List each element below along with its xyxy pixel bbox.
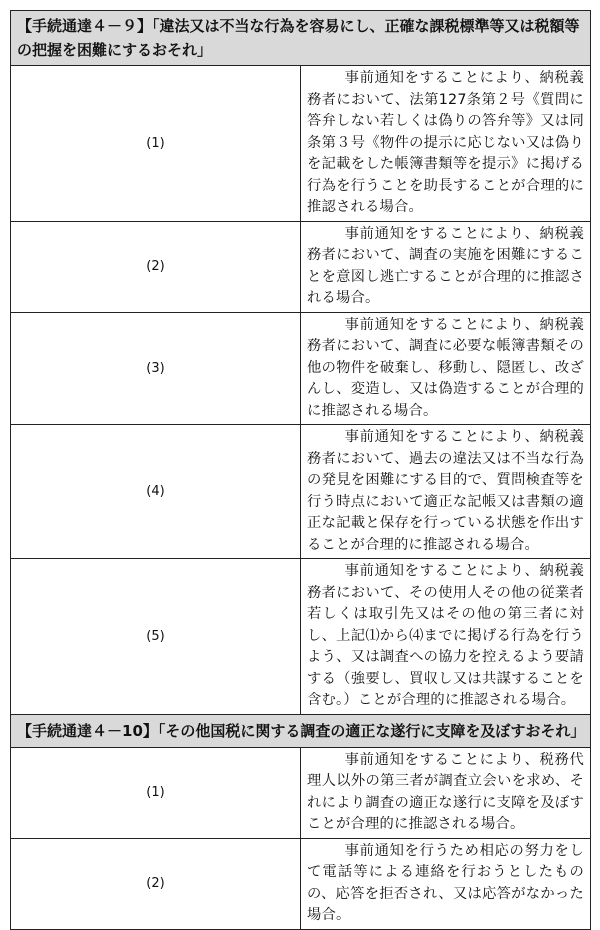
item-number: (4) bbox=[11, 425, 301, 559]
table-row bbox=[11, 221, 591, 312]
table-row bbox=[11, 66, 591, 222]
table-row bbox=[11, 838, 591, 929]
item-number: (5) bbox=[11, 559, 301, 715]
item-text bbox=[301, 221, 591, 312]
item-text-content: 事前通知をすることにより、納税義務者において、調査に必要な帳簿書類その他の物件を破棄し、移動し、隠匿し、改ざんし、変造し、又は偽造することが合理的に推認される場合。 bbox=[307, 316, 584, 419]
item-number: (3) bbox=[11, 312, 301, 425]
item-number: (1) bbox=[11, 66, 301, 222]
section-1-header-row bbox=[11, 11, 591, 66]
item-text bbox=[301, 425, 591, 559]
item-number: (2) bbox=[11, 221, 301, 312]
item-text bbox=[301, 66, 591, 222]
item-text-content: 事前通知を行うため相応の努力をして電話等による連絡を行おうとしたものの、応答を拒否され、又は応答がなかった場合。 bbox=[307, 842, 584, 923]
section-1-title: 【手続通達４－９】「違法又は不当な行為を容易にし、正確な課税標準等又は税額等の把握を困難にするおそれ」 bbox=[11, 11, 591, 66]
guideline-table bbox=[10, 10, 591, 930]
item-text bbox=[301, 747, 591, 838]
item-text-content: 事前通知をすることにより、税務代理人以外の第三者が調査立会いを求め、それにより調査の適正な遂行に支障を及ぼすことが合理的に推認される場合。 bbox=[307, 751, 584, 832]
section-2-header-row bbox=[11, 714, 591, 747]
item-text-content: 事前通知をすることにより、納税義務者において、法第127条第２号《質問に答弁しない若しくは偽りの答弁等》又は同条第３号《物件の提示に応じない又は偽りを記載をした帳簿書類等を提示》に掲げる行為を行うことを助長することが合理的に推認される場合。 bbox=[307, 70, 584, 215]
item-text-content: 事前通知をすることにより、納税義務者において、過去の違法又は不当な行為の発見を困難にする目的で、質問検査等を行う時点において適正な記帳又は書類の適正な記載と保存を行っている状態を作出することが合理的に推認される場合。 bbox=[307, 429, 584, 553]
table-row bbox=[11, 425, 591, 559]
table-row bbox=[11, 312, 591, 425]
item-number: (1) bbox=[11, 747, 301, 838]
item-text-content: 事前通知をすることにより、納税義務者において、その使用人その他の従業者若しくは取引先又はその他の第三者に対し、上記⑴から⑷までに掲げる行為を行うよう、又は調査への協力を控えるよう要請する（強要し、買収し又は共謀することを含む。）ことが合理的に推認される場合。 bbox=[307, 563, 584, 708]
section-2-title: 【手続通達４－10】「その他国税に関する調査の適正な遂行に支障を及ぼすおそれ」 bbox=[11, 714, 591, 747]
item-text-content: 事前通知をすることにより、納税義務者において、調査の実施を困難にすることを意図し逃亡することが合理的に推認される場合。 bbox=[307, 225, 584, 306]
item-text bbox=[301, 838, 591, 929]
item-text bbox=[301, 312, 591, 425]
document-page bbox=[10, 10, 591, 930]
table-row bbox=[11, 559, 591, 715]
item-number: (2) bbox=[11, 838, 301, 929]
item-text bbox=[301, 559, 591, 715]
table-row bbox=[11, 747, 591, 838]
